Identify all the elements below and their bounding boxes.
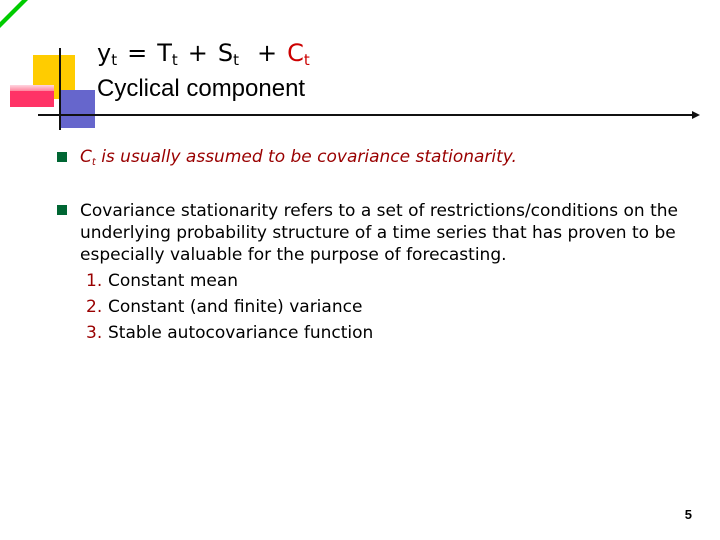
list-item-text: Constant mean (108, 271, 239, 291)
bullet-square-icon (57, 205, 67, 215)
title-equals: = (127, 39, 148, 67)
list-item (86, 294, 373, 320)
vertical-rule (59, 48, 61, 130)
list-item-text: Constant (and finite) variance (108, 297, 363, 317)
page-number: 5 (684, 507, 692, 522)
title-C: C (287, 39, 304, 67)
bullet-1-var: C (80, 147, 92, 167)
bullet-1-sub: t (91, 157, 96, 168)
list-item-number: 2. (86, 297, 103, 317)
title-C-sub: t (303, 51, 310, 69)
list-item (86, 320, 373, 346)
bullet-item-2: Covariance stationarity refers to a set of restrictions/conditions on the underlying probability structure of a time series that has proven to be especially valuable for the purpose of forecasting. (80, 201, 679, 265)
bullet-item-1 (80, 147, 517, 168)
numbered-list (86, 268, 373, 346)
slide-title-equation (97, 38, 310, 68)
corner-triangle-inner (0, 0, 22, 22)
bullet-square-icon (57, 152, 67, 162)
rule-arrow-icon (692, 111, 700, 119)
horizontal-rule (38, 114, 696, 116)
slide-subtitle: Cyclical component (97, 75, 306, 102)
title-y-sub: t (111, 51, 118, 69)
title-T-sub: t (171, 51, 178, 69)
list-item-text: Stable autocovariance function (108, 323, 374, 343)
title-S: S (217, 39, 234, 67)
pink-square-highlight (10, 85, 54, 91)
title-S-sub: t (233, 51, 239, 69)
blue-square-decoration (60, 90, 95, 128)
list-item (86, 268, 373, 294)
list-item-number: 1. (86, 271, 103, 291)
list-item-number: 3. (86, 323, 103, 343)
title-y: y (97, 39, 112, 67)
title-plus-2: + (257, 39, 278, 67)
bullet-1-text: is usually assumed to be covariance stationarity. (95, 147, 517, 167)
title-T: T (157, 39, 172, 67)
title-plus-1: + (187, 39, 208, 67)
